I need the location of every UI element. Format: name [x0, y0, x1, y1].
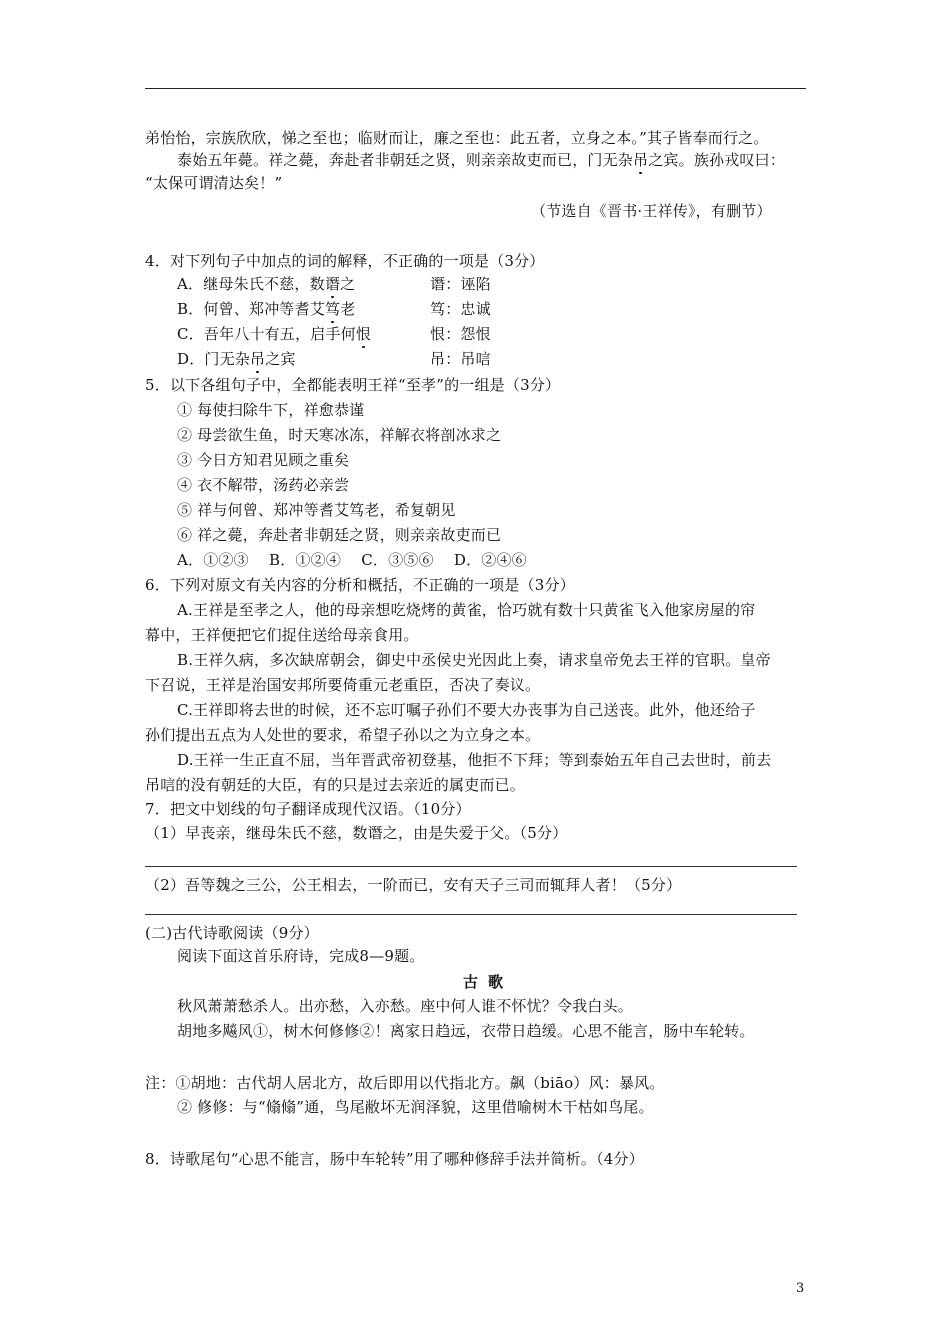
- page-number: 3: [796, 1281, 805, 1296]
- q4-option-b: B．何曾、郑冲等耆艾笃老: [177, 300, 356, 318]
- emphasis-char: 笃: [325, 300, 341, 318]
- poem-line-2: 胡地多飚风①，树木何修修②！离家日趋远，衣带日趋缓。心思不能言，肠中车轮转。: [177, 1022, 755, 1040]
- poem-line-1: 秋风萧萧愁杀人。出亦愁，入亦愁。座中何人谁不怀忧？令我白头。: [177, 997, 634, 1015]
- q6-line: C.王祥即将去世的时候，还不忘叮嘱子孙们不要大办丧事为自己送丧。此外，他还给子: [177, 701, 756, 719]
- q5-item: ⑥ 祥之薨，奔赴者非朝廷之贤，则亲亲故吏而已: [177, 526, 502, 544]
- q6-line: 孙们提出五点为人处世的要求，希望子孙以之为立身之本。: [145, 726, 541, 744]
- q7-sentence-2: （2）吾等魏之三公，公王相去，一阶而已，安有天子三司而辄拜人者！（5分）: [145, 876, 682, 894]
- q4-option-c: C．吾年八十有五，启手何恨: [177, 325, 372, 343]
- q5-item: ⑤ 祥与何曾、郑冲等耆艾笃老，希复朝见: [177, 501, 456, 519]
- q4-gloss-a: 谮：诬陷: [430, 275, 491, 293]
- q6-line: 吊唁的没有朝廷的大臣，有的只是过去亲近的属吏而已。: [145, 776, 526, 794]
- answer-line-1[interactable]: [145, 866, 797, 867]
- q5-item: ① 每使扫除牛下，祥愈恭谨: [177, 401, 365, 419]
- section2-heading: (二)古代诗歌阅读（9分）: [145, 924, 319, 942]
- q5-item: ② 母尝欲生鱼，时天寒冰冻，祥解衣将剖冰求之: [177, 426, 502, 444]
- q7-stem: 7．把文中划线的句子翻译成现代汉语。（10分）: [145, 800, 471, 818]
- q6-line: D.王祥一生正直不屈，当年晋武帝初登基，他拒不下拜；等到泰始五年自己去世时，前去: [177, 751, 772, 769]
- q4-option-a: A．继母朱氏不慈，数谮之: [177, 275, 356, 293]
- q5-item: ④ 衣不解带，汤药必亲尝: [177, 476, 350, 494]
- q6-line: A.王祥是至孝之人，他的母亲想吃烧烤的黄雀，恰巧就有数十只黄雀飞入他家房屋的帘: [177, 601, 756, 619]
- q4-stem: 4．对下列句子中加点的词的解释，不正确的一项是（3分）: [145, 252, 545, 270]
- poem-title: 古歌: [463, 973, 514, 991]
- answer-line-2[interactable]: [145, 914, 797, 915]
- q6-stem: 6．下列对原文有关内容的分析和概括，不正确的一项是（3分）: [145, 576, 575, 594]
- passage-line-3: “太保可谓清达矣！”: [145, 174, 283, 192]
- q6-line: 幕中，王祥便把它们捉住送给母亲食用。: [145, 626, 419, 644]
- q5-choices: A．①②③ B．①②④ C．③⑤⑥ D．②④⑥: [177, 551, 527, 569]
- passage-line-2: 泰始五年薨。祥之薨，奔赴者非朝廷之贤，则亲亲故吏而已，门无杂吊之宾。族孙戎叹曰：: [177, 151, 786, 169]
- header-rule: [145, 88, 806, 89]
- emphasis-char: 恨: [355, 325, 372, 343]
- q4-gloss-c: 恨：怨恨: [430, 325, 491, 343]
- q4-option-d: D．门无杂吊之宾: [177, 350, 296, 368]
- q4-gloss-b: 笃：忠诚: [430, 300, 491, 318]
- passage-source: （节选自《晋书·王祥传》，有删节）: [531, 202, 772, 220]
- passage-line-1: 弟怡怡，宗族欣欣，悌之至也；临财而让，廉之至也：此五者，立身之本。”其子皆奉而行之。: [145, 129, 769, 147]
- emphasis-char: 吊: [633, 151, 649, 169]
- emphasis-char: 吊: [250, 350, 266, 368]
- q5-stem: 5．以下各组句子中，全都能表明王祥“至孝”的一组是（3分）: [145, 376, 561, 394]
- note-1: 注：①胡地：古代胡人居北方，故后即用以代指北方。飙（biāo）风：暴风。: [145, 1074, 665, 1092]
- section2-intro: 阅读下面这首乐府诗，完成8—9题。: [177, 947, 425, 965]
- q6-line: B.王祥久病，多次缺席朝会，御史中丞侯史光因此上奏，请求皇帝免去王祥的官职。皇帝: [177, 651, 771, 669]
- q6-line: 下召说，王祥是治国安邦所要倚重元老重臣，否决了奏议。: [145, 676, 541, 694]
- q7-sentence-1: （1）早丧亲，继母朱氏不慈，数谮之，由是失爱于父。（5分）: [145, 824, 568, 842]
- q8-stem: 8．诗歌尾句“心思不能言，肠中车轮转”用了哪种修辞手法并简析。（4分）: [145, 1150, 644, 1168]
- q5-item: ③ 今日方知君见顾之重矣: [177, 451, 350, 469]
- note-2: ② 修修：与“翛翛”通，鸟尾敝坏无润泽貌，这里借喻树木干枯如鸟尾。: [177, 1098, 654, 1116]
- q4-gloss-d: 吊：吊唁: [430, 350, 491, 368]
- emphasis-char: 谮: [324, 275, 341, 293]
